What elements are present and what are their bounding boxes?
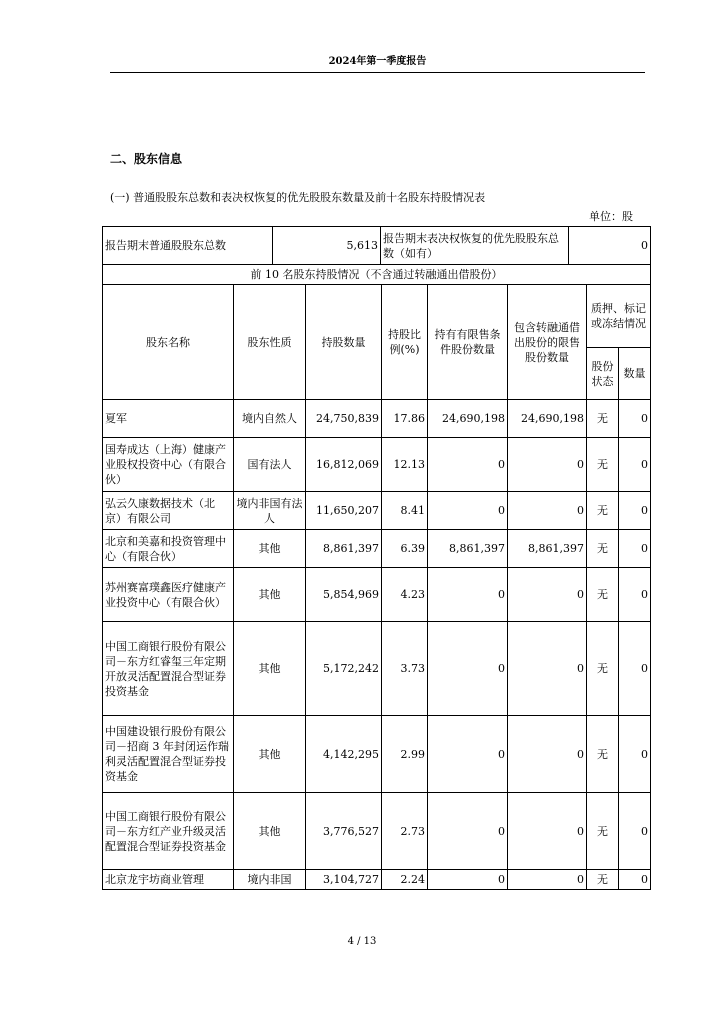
header-pledge-qty: 数量 [619, 348, 651, 400]
table-row [103, 492, 651, 530]
shareholder-nature: 境内自然人 [234, 400, 306, 438]
pledge-quantity: 0 [619, 530, 651, 568]
page-header: 2024年第一季度报告 [110, 52, 645, 73]
section-title: 二、股东信息 [110, 152, 183, 166]
shareholder-name: 中国建设银行股份有限公司－招商 3 年封闭运作瑞利灵活配置混合型证券投资基金 [103, 716, 234, 793]
lent-restricted-shares: 0 [508, 438, 587, 492]
shareholder-name: 中国工商银行股份有限公司－东方红睿玺三年定期开放灵活配置混合型证券投资基金 [103, 622, 234, 716]
shareholder-nature: 其他 [234, 568, 306, 622]
holding-ratio: 8.41 [382, 492, 428, 530]
shareholder-name: 北京和美嘉和投资管理中心（有限合伙） [103, 530, 234, 568]
table-row [103, 530, 651, 568]
shares-held: 8,861,397 [306, 530, 382, 568]
table-row [103, 438, 651, 492]
pledge-status: 无 [587, 793, 619, 870]
lent-restricted-shares: 0 [508, 568, 587, 622]
header-shares: 持股数量 [306, 285, 382, 400]
holding-ratio: 4.23 [382, 568, 428, 622]
lent-restricted-shares: 0 [508, 793, 587, 870]
restricted-shares: 0 [428, 438, 508, 492]
pledge-status: 无 [587, 622, 619, 716]
lent-restricted-shares: 0 [508, 622, 587, 716]
lent-restricted-shares: 0 [508, 716, 587, 793]
table-row [103, 400, 651, 438]
shareholder-name: 苏州赛富璞鑫医疗健康产业投资中心（有限合伙） [103, 568, 234, 622]
pledge-status: 无 [587, 530, 619, 568]
lent-restricted-shares: 0 [508, 870, 587, 890]
header-nature: 股东性质 [234, 285, 306, 400]
pledge-status: 无 [587, 400, 619, 438]
restricted-shares: 24,690,198 [428, 400, 508, 438]
shareholder-name: 国寿成达（上海）健康产业股权投资中心（有限合伙） [103, 438, 234, 492]
restricted-shares: 0 [428, 492, 508, 530]
shareholder-name: 弘云久康数据技术（北京）有限公司 [103, 492, 234, 530]
pledge-status: 无 [587, 870, 619, 890]
holding-ratio: 17.86 [382, 400, 428, 438]
shareholder-name: 夏军 [103, 400, 234, 438]
shareholder-nature: 其他 [234, 793, 306, 870]
shareholder-nature: 国有法人 [234, 438, 306, 492]
shareholder-nature: 其他 [234, 530, 306, 568]
table-row [103, 568, 651, 622]
unit-label: 单位：股 [589, 210, 633, 223]
shares-held: 5,854,969 [306, 568, 382, 622]
holding-ratio: 2.24 [382, 870, 428, 890]
shares-held: 3,776,527 [306, 793, 382, 870]
header-lent: 包含转融通借出股份的限售股份数量 [508, 285, 587, 400]
shareholder-summary-table [102, 226, 651, 265]
shares-held: 11,650,207 [306, 492, 382, 530]
holding-ratio: 2.73 [382, 793, 428, 870]
table-row [103, 793, 651, 870]
shareholder-nature: 其他 [234, 716, 306, 793]
shareholder-nature: 境内非国 [234, 870, 306, 890]
pledge-quantity: 0 [619, 870, 651, 890]
restricted-shares: 0 [428, 793, 508, 870]
pledge-status: 无 [587, 492, 619, 530]
shareholder-nature: 其他 [234, 622, 306, 716]
shares-held: 4,142,295 [306, 716, 382, 793]
holding-ratio: 3.73 [382, 622, 428, 716]
pledge-status: 无 [587, 438, 619, 492]
total-shareholders-label: 报告期末普通股股东总数 [103, 227, 273, 265]
pledge-quantity: 0 [619, 793, 651, 870]
shares-held: 24,750,839 [306, 400, 382, 438]
pledge-status: 无 [587, 568, 619, 622]
table-row [103, 622, 651, 716]
holding-ratio: 2.99 [382, 716, 428, 793]
header-restricted: 持有有限售条件股份数量 [428, 285, 508, 400]
header-pledge-status: 股份状态 [587, 348, 619, 400]
pledge-quantity: 0 [619, 438, 651, 492]
lent-restricted-shares: 0 [508, 492, 587, 530]
total-shareholders-value: 5,613 [273, 227, 381, 265]
pledge-quantity: 0 [619, 400, 651, 438]
pledge-quantity: 0 [619, 716, 651, 793]
shareholder-name: 北京龙宇坊商业管理 [103, 870, 234, 890]
subsection-title: (一) 普通股股东总数和表决权恢复的优先股股东数量及前十名股东持股情况表 [110, 191, 486, 204]
shares-held: 3,104,727 [306, 870, 382, 890]
shareholder-nature: 境内非国有法人 [234, 492, 306, 530]
lent-restricted-shares: 8,861,397 [508, 530, 587, 568]
holding-ratio: 6.39 [382, 530, 428, 568]
table-row [103, 870, 651, 890]
shareholder-name: 中国工商银行股份有限公司－东方红产业升级灵活配置混合型证券投资基金 [103, 793, 234, 870]
preferred-shareholders-value: 0 [569, 227, 651, 265]
pledge-quantity: 0 [619, 622, 651, 716]
lent-restricted-shares: 24,690,198 [508, 400, 587, 438]
restricted-shares: 0 [428, 716, 508, 793]
preferred-shareholders-label: 报告期末表决权恢复的优先股股东总数（如有） [381, 227, 569, 265]
restricted-shares: 0 [428, 622, 508, 716]
restricted-shares: 0 [428, 568, 508, 622]
header-name: 股东名称 [103, 285, 234, 400]
page-number: 4 / 13 [347, 936, 377, 947]
shares-held: 16,812,069 [306, 438, 382, 492]
header-pledge: 质押、标记或冻结情况 [587, 285, 651, 348]
pledge-quantity: 0 [619, 492, 651, 530]
restricted-shares: 8,861,397 [428, 530, 508, 568]
top10-shareholders-table [102, 264, 651, 890]
table-row [103, 716, 651, 793]
holding-ratio: 12.13 [382, 438, 428, 492]
restricted-shares: 0 [428, 870, 508, 890]
shares-held: 5,172,242 [306, 622, 382, 716]
pledge-status: 无 [587, 716, 619, 793]
top10-title: 前 10 名股东持股情况（不含通过转融通出借股份） [103, 265, 651, 285]
header-ratio: 持股比例(%) [382, 285, 428, 400]
pledge-quantity: 0 [619, 568, 651, 622]
